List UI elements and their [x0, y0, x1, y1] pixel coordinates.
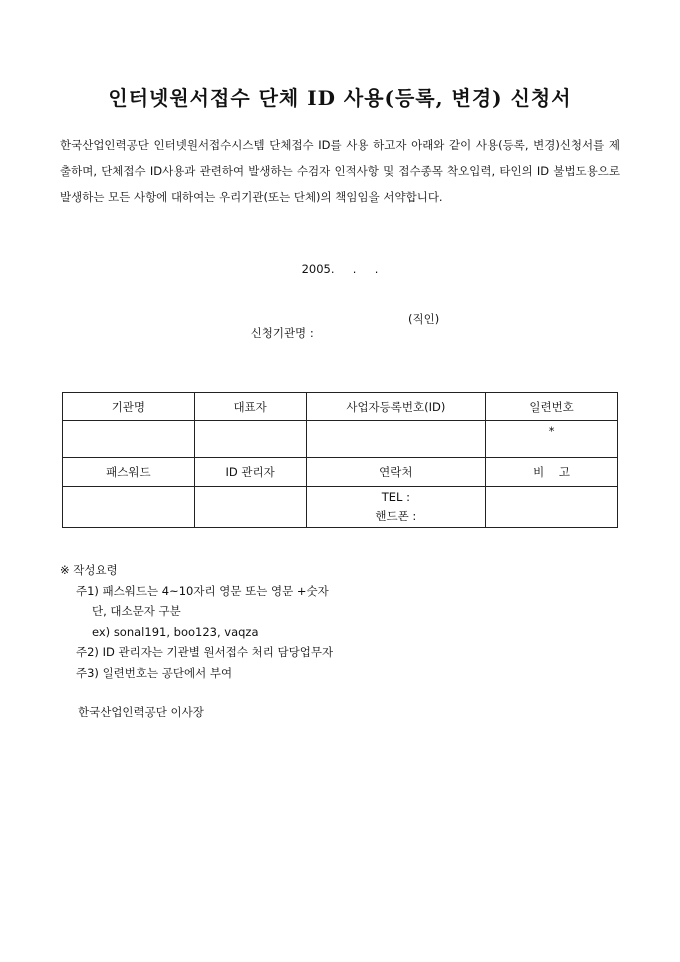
note-line: 주2) ID 관리자는 기관별 원서접수 처리 담당업무자	[76, 645, 334, 659]
application-date: 2005. . .	[301, 262, 379, 276]
instructions-heading: ※ 작성요령	[60, 563, 118, 577]
form-title: 인터넷원서접수 단체 ID 사용(등록, 변경) 신청서	[108, 86, 572, 110]
id-manager-cell[interactable]	[194, 487, 306, 528]
tel-label: TEL :	[381, 490, 410, 504]
serial-note: *	[548, 424, 555, 438]
applicant-label: 신청기관명 :	[250, 326, 314, 340]
note-line: 단, 대소문자 구분	[92, 604, 181, 618]
applicant-line	[236, 311, 440, 369]
representative-cell[interactable]	[194, 421, 306, 458]
contact-cell[interactable]	[306, 487, 486, 528]
table-header-row	[63, 393, 618, 421]
remarks-cell[interactable]	[486, 487, 618, 528]
mobile-label: 핸드폰 :	[375, 509, 417, 523]
business-number-cell[interactable]	[306, 421, 486, 458]
header-id-manager: ID 관리자	[194, 458, 306, 487]
note-line: ex) sonal191, boo123, vaqza	[92, 624, 259, 639]
table-input-row	[63, 421, 618, 458]
password-cell[interactable]	[63, 487, 195, 528]
table-header-row-2	[63, 458, 618, 487]
header-remarks: 비 고	[486, 458, 618, 487]
serial-number-cell	[486, 421, 618, 458]
issuer-signature: 한국산업인력공단 이사장	[78, 705, 204, 719]
registration-table	[62, 392, 618, 528]
header-representative: 대표자	[194, 393, 306, 421]
table-input-row-2	[63, 487, 618, 528]
pledge-paragraph: 한국산업인력공단 인터넷원서접수시스템 단체접수 ID를 사용 하고자 아래와 같이 사용(등록, 변경)신청서를 제출하며, 단체접수 ID사용과 관련하여 발생하는 수검자 인적사항 및 접수종목 착오입력, 타인의 ID 불법도용으로 발생하는 모든 사항에 대하여는 우리기관(또는 단체)의 책임임을 서약합니다.	[60, 138, 620, 204]
org-name-cell[interactable]	[63, 421, 195, 458]
note-line: 주1) 패스워드는 4~10자리 영문 또는 영문 +숫자	[76, 583, 329, 598]
header-org-name: 기관명	[63, 393, 195, 421]
header-contact: 연락처	[306, 458, 486, 487]
header-password: 패스워드	[63, 458, 195, 487]
note-line: 주3) 일련번호는 공단에서 부여	[76, 665, 233, 680]
instructions	[60, 560, 333, 683]
seal-label: (직인)	[408, 312, 440, 326]
header-serial-number: 일련번호	[486, 393, 618, 421]
header-business-number: 사업자등록번호(ID)	[306, 393, 486, 421]
